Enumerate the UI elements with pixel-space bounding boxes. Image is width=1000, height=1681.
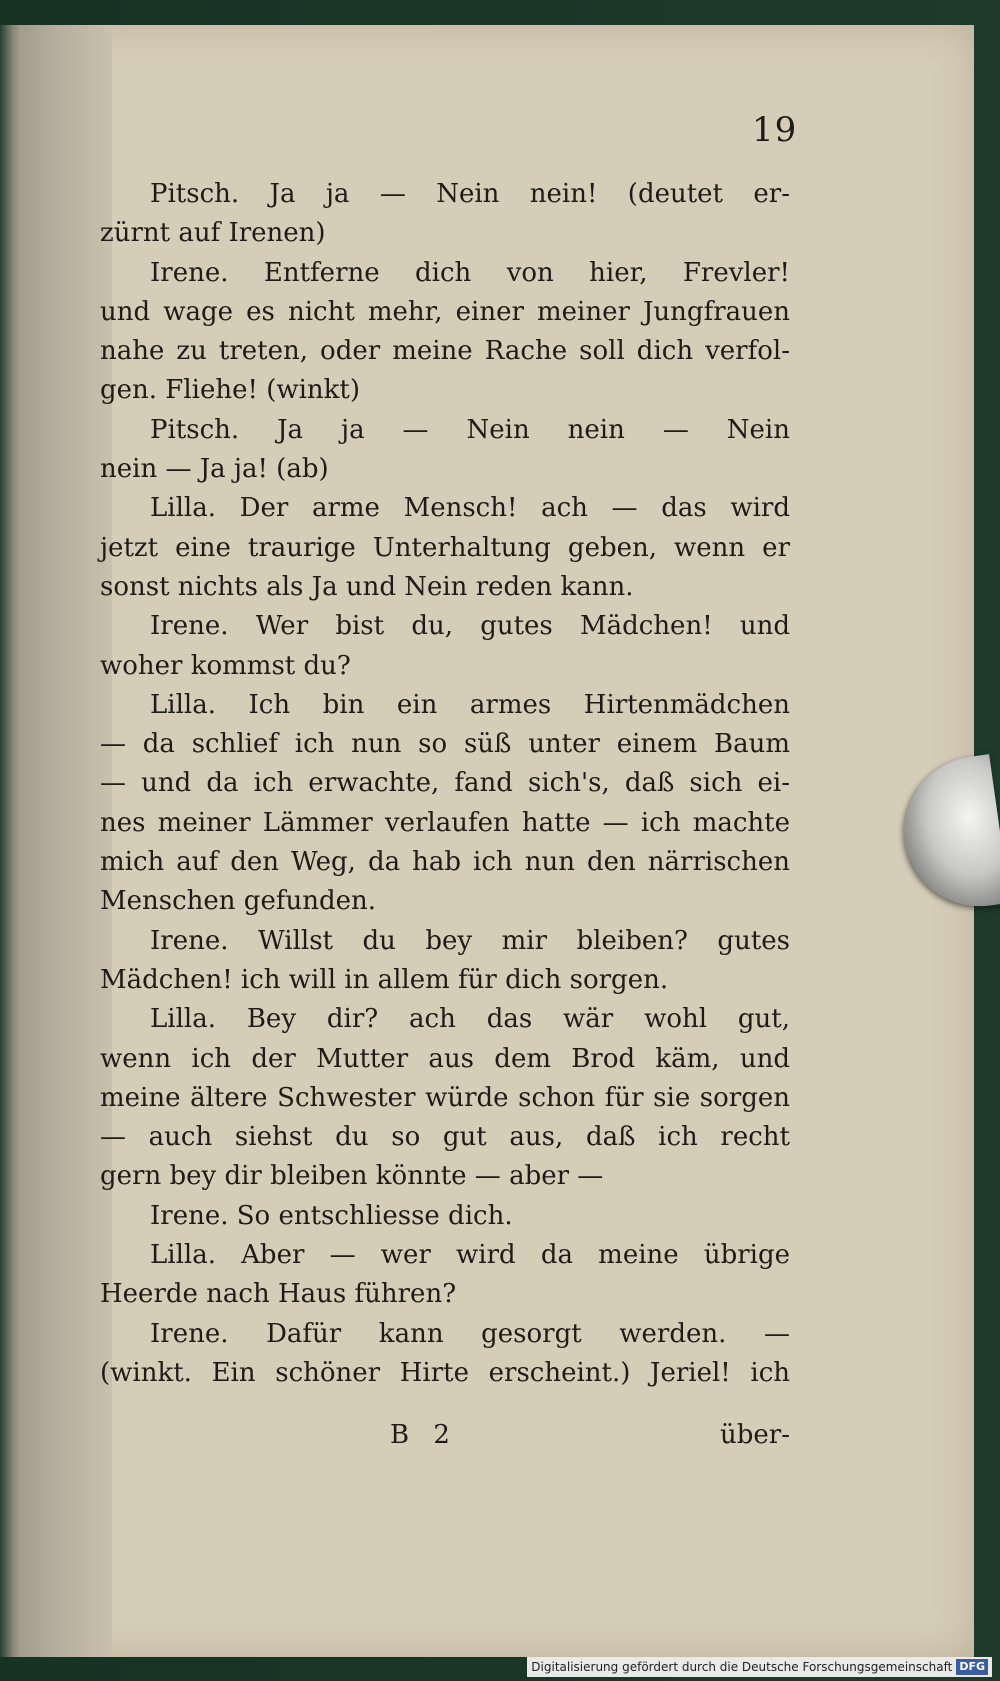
text-line: Lilla. Aber — wer wird da meine übrige	[150, 1240, 790, 1271]
text-line: nein — Ja ja! (ab)	[100, 454, 329, 485]
signature-mark: B 2	[390, 1420, 458, 1450]
text-line: (winkt. Ein schöner Hirte erscheint.) Jeriel! ich	[100, 1357, 790, 1388]
text-line: — da schlief ich nun so süß unter einem Baum	[100, 729, 790, 760]
text-line: — und da ich erwachte, fand sich's, daß sich ei-	[100, 768, 790, 799]
text-line: zürnt auf Irenen)	[100, 218, 326, 249]
dfg-logo: DFG	[956, 1659, 988, 1675]
digitization-credit	[527, 1657, 992, 1677]
text-line: woher kommst du?	[100, 650, 351, 681]
text-line: Lilla. Ich bin ein armes Hirtenmädchen	[150, 689, 790, 720]
text-line: Lilla. Bey dir? ach das wär wohl gut,	[150, 1004, 790, 1035]
text-line: sonst nichts als Ja und Nein reden kann.	[100, 571, 634, 602]
text-line: meine ältere Schwester würde schon für sie sorgen	[100, 1082, 790, 1113]
text-line: Heerde nach Haus führen?	[100, 1279, 457, 1310]
text-line: Pitsch. Ja ja — Nein nein — Nein	[150, 414, 790, 445]
text-line: Irene. Dafür kann gesorgt werden. —	[150, 1318, 790, 1349]
text-line: nes meiner Lämmer verlaufen hatte — ich machte	[100, 807, 790, 838]
text-line: Irene. Wer bist du, gutes Mädchen! und	[150, 611, 790, 642]
text-line: Irene. Entferne dich von hier, Frevler!	[150, 257, 790, 288]
credit-text: Digitalisierung gefördert durch die Deutsche Forschungsgemeinschaft	[531, 1660, 953, 1674]
text-line: Mädchen! ich will in allem für dich sorgen.	[100, 964, 669, 995]
page-gutter-shadow	[22, 25, 112, 1657]
page-text	[100, 175, 790, 1393]
text-line: jetzt eine traurige Unterhaltung geben, wenn er	[100, 532, 790, 563]
left-page-edge	[0, 25, 22, 1657]
text-line: Irene. So entschliesse dich.	[150, 1200, 513, 1231]
page-footer-line	[100, 1420, 790, 1460]
page-number: 19	[752, 110, 798, 150]
text-line: mich auf den Weg, da hab ich nun den närrischen	[100, 847, 790, 878]
text-line: Irene. Willst du bey mir bleiben? gutes	[150, 925, 790, 956]
text-line: — auch siehst du so gut aus, daß ich recht	[100, 1122, 790, 1153]
text-line: Lilla. Der arme Mensch! ach — das wird	[150, 493, 790, 524]
text-line: Pitsch. Ja ja — Nein nein! (deutet er-	[150, 179, 790, 209]
text-line: gern bey dir bleiben könnte — aber —	[100, 1161, 604, 1192]
text-line: nahe zu treten, oder meine Rache soll dich verfol-	[100, 336, 790, 367]
text-line: wenn ich der Mutter aus dem Brod käm, und	[100, 1043, 790, 1074]
text-line: Menschen gefunden.	[100, 886, 376, 917]
catchword: über-	[720, 1420, 790, 1450]
text-line: und wage es nicht mehr, einer meiner Jungfrauen	[100, 296, 790, 327]
text-line: gen. Fliehe! (winkt)	[100, 375, 361, 406]
